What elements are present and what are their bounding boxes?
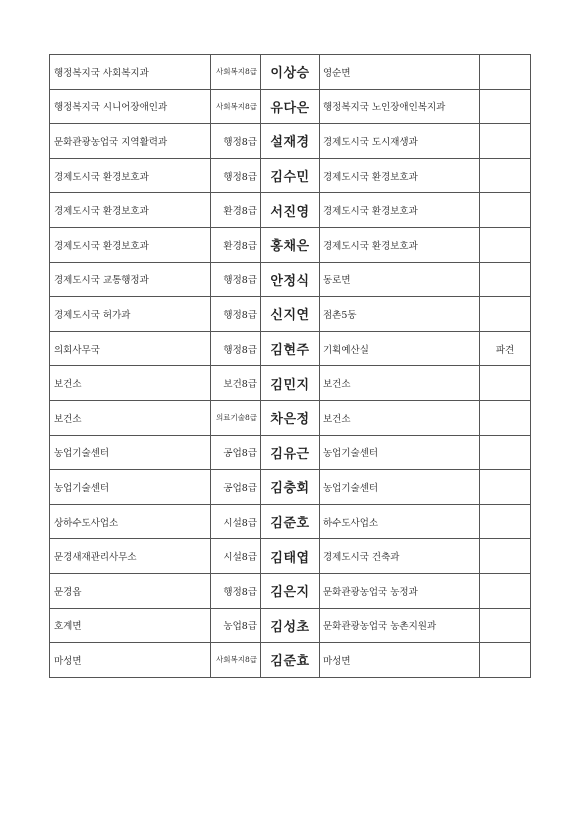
new-dept-cell: 행정복지국 노인장애인복지과 [320, 89, 480, 124]
name-cell: 김수민 [261, 158, 320, 193]
name-cell: 김성초 [261, 608, 320, 643]
note-cell [480, 55, 531, 90]
table-row [50, 124, 531, 159]
table-row [50, 193, 531, 228]
note-cell [480, 262, 531, 297]
note-cell [480, 193, 531, 228]
note-cell [480, 158, 531, 193]
note-cell: 파견 [480, 331, 531, 366]
name-cell: 차은정 [261, 400, 320, 435]
new-dept-cell: 영순면 [320, 55, 480, 90]
current-dept-cell: 행정복지국 사회복지과 [50, 55, 211, 90]
table-row [50, 470, 531, 505]
new-dept-cell: 경제도시국 건축과 [320, 539, 480, 574]
new-dept-cell: 기획예산실 [320, 331, 480, 366]
table-row [50, 643, 531, 678]
grade-cell: 공업8급 [211, 470, 261, 505]
current-dept-cell: 농업기술센터 [50, 435, 211, 470]
current-dept-cell: 경제도시국 교통행정과 [50, 262, 211, 297]
name-cell: 서진영 [261, 193, 320, 228]
note-cell [480, 539, 531, 574]
name-cell: 김태엽 [261, 539, 320, 574]
grade-cell: 행정8급 [211, 331, 261, 366]
current-dept-cell: 마성면 [50, 643, 211, 678]
personnel-table-body [50, 55, 531, 678]
table-row [50, 262, 531, 297]
new-dept-cell: 마성면 [320, 643, 480, 678]
name-cell: 김준효 [261, 643, 320, 678]
current-dept-cell: 경제도시국 허가과 [50, 297, 211, 332]
name-cell: 설재경 [261, 124, 320, 159]
name-cell: 김유근 [261, 435, 320, 470]
new-dept-cell: 농업기술센터 [320, 470, 480, 505]
table-row [50, 331, 531, 366]
name-cell: 김은지 [261, 573, 320, 608]
table-row [50, 504, 531, 539]
current-dept-cell: 상하수도사업소 [50, 504, 211, 539]
grade-cell: 시설8급 [211, 504, 261, 539]
table-row [50, 539, 531, 574]
note-cell [480, 400, 531, 435]
grade-cell: 행정8급 [211, 124, 261, 159]
table-row [50, 227, 531, 262]
current-dept-cell: 문경새재관리사무소 [50, 539, 211, 574]
note-cell [480, 366, 531, 401]
new-dept-cell: 문화관광농업국 농촌지원과 [320, 608, 480, 643]
table-row [50, 158, 531, 193]
note-cell [480, 297, 531, 332]
current-dept-cell: 문화관광농업국 지역활력과 [50, 124, 211, 159]
grade-cell: 환경8급 [211, 193, 261, 228]
note-cell [480, 435, 531, 470]
new-dept-cell: 동로면 [320, 262, 480, 297]
current-dept-cell: 호계면 [50, 608, 211, 643]
table-row [50, 608, 531, 643]
grade-cell: 행정8급 [211, 297, 261, 332]
current-dept-cell: 경제도시국 환경보호과 [50, 158, 211, 193]
current-dept-cell: 농업기술센터 [50, 470, 211, 505]
current-dept-cell: 의회사무국 [50, 331, 211, 366]
table-row [50, 89, 531, 124]
name-cell: 김준호 [261, 504, 320, 539]
name-cell: 홍채은 [261, 227, 320, 262]
note-cell [480, 227, 531, 262]
new-dept-cell: 보건소 [320, 366, 480, 401]
table-row [50, 366, 531, 401]
grade-cell: 행정8급 [211, 573, 261, 608]
new-dept-cell: 하수도사업소 [320, 504, 480, 539]
table-row [50, 435, 531, 470]
grade-cell: 사회복지8급 [211, 643, 261, 678]
personnel-table [49, 54, 531, 678]
note-cell [480, 573, 531, 608]
grade-cell: 농업8급 [211, 608, 261, 643]
grade-cell: 환경8급 [211, 227, 261, 262]
current-dept-cell: 행정복지국 시니어장애인과 [50, 89, 211, 124]
grade-cell: 보건8급 [211, 366, 261, 401]
note-cell [480, 124, 531, 159]
current-dept-cell: 문경읍 [50, 573, 211, 608]
new-dept-cell: 경제도시국 환경보호과 [320, 158, 480, 193]
new-dept-cell: 경제도시국 환경보호과 [320, 227, 480, 262]
note-cell [480, 470, 531, 505]
name-cell: 김충회 [261, 470, 320, 505]
current-dept-cell: 보건소 [50, 400, 211, 435]
current-dept-cell: 경제도시국 환경보호과 [50, 193, 211, 228]
grade-cell: 사회복지8급 [211, 89, 261, 124]
grade-cell: 행정8급 [211, 262, 261, 297]
new-dept-cell: 농업기술센터 [320, 435, 480, 470]
grade-cell: 사회복지8급 [211, 55, 261, 90]
note-cell [480, 89, 531, 124]
current-dept-cell: 보건소 [50, 366, 211, 401]
grade-cell: 행정8급 [211, 158, 261, 193]
table-row [50, 400, 531, 435]
new-dept-cell: 경제도시국 도시재생과 [320, 124, 480, 159]
table-row [50, 55, 531, 90]
new-dept-cell: 문화관광농업국 농정과 [320, 573, 480, 608]
note-cell [480, 504, 531, 539]
new-dept-cell: 경제도시국 환경보호과 [320, 193, 480, 228]
new-dept-cell: 보건소 [320, 400, 480, 435]
grade-cell: 시설8급 [211, 539, 261, 574]
note-cell [480, 643, 531, 678]
name-cell: 신지연 [261, 297, 320, 332]
table-row [50, 573, 531, 608]
name-cell: 김현주 [261, 331, 320, 366]
name-cell: 이상승 [261, 55, 320, 90]
current-dept-cell: 경제도시국 환경보호과 [50, 227, 211, 262]
name-cell: 안정식 [261, 262, 320, 297]
grade-cell: 의료기술8급 [211, 400, 261, 435]
name-cell: 김민지 [261, 366, 320, 401]
name-cell: 유다은 [261, 89, 320, 124]
new-dept-cell: 점촌5동 [320, 297, 480, 332]
table-row [50, 297, 531, 332]
note-cell [480, 608, 531, 643]
grade-cell: 공업8급 [211, 435, 261, 470]
